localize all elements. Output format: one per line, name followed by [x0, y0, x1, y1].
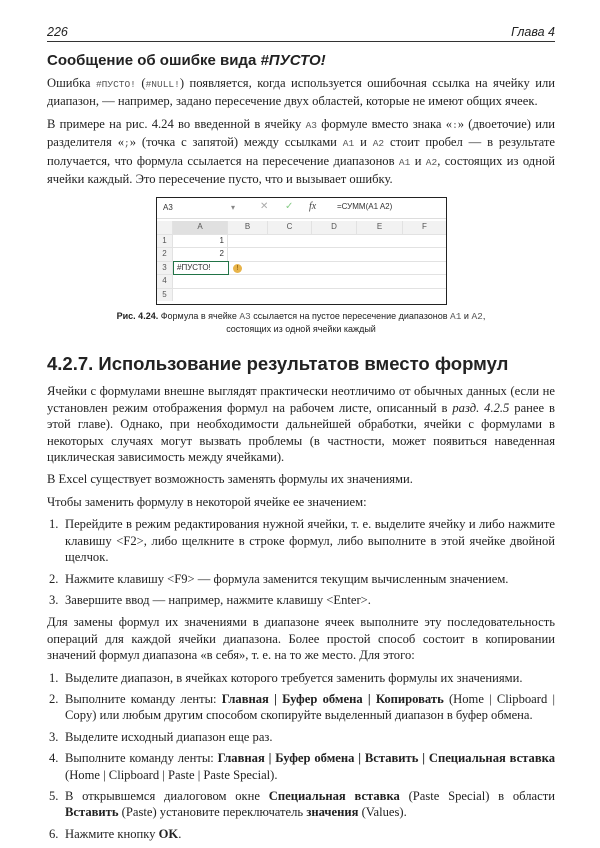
- list-item: [47, 788, 555, 821]
- paragraph: В Excel существует возможность заменять формулы их значениями.: [47, 472, 413, 487]
- text: Нажмите клавишу <F9> — формула заменится текущим вычисленным значением.: [65, 571, 509, 586]
- text: Ячейки с формулами внешне выглядят практически неотличимо от обычных данных (если не установлен режим отображения формул на рабочем листе, описанный в: [47, 384, 555, 415]
- table-row: [157, 248, 446, 262]
- row-header: 4: [157, 275, 173, 288]
- cell-a2: 2: [173, 248, 228, 261]
- page-number: 226: [47, 25, 68, 39]
- text: Завершите ввод — например, нажмите клавишу <Enter>.: [65, 592, 371, 607]
- ribbon-command: Главная | Буфер обмена | Вставить | Специальная вставка: [217, 751, 555, 766]
- spreadsheet-grid: [157, 221, 446, 304]
- code: A3: [239, 311, 251, 323]
- text: и: [410, 153, 426, 168]
- formula-text: =СУММ(A1 A2): [337, 202, 393, 212]
- formula-bar: [157, 198, 446, 219]
- text: Перейдите в режим редактирования нужной ячейки, т. е. выделите ячейку и либо нажмите клавишу <F2>, либо щелкните в строке формул, либо выполните в этой ячейке двойной щелчок.: [65, 517, 555, 565]
- table-row: [157, 262, 446, 276]
- code: :: [452, 119, 458, 131]
- text: ) появляется, когда используется ошибочная ссылка на ячейку или диапазон, — например, задано пересечение двух областей, которые не имеют общих ячеек.: [47, 76, 556, 109]
- text: и: [461, 311, 472, 322]
- numbered-list: [47, 670, 555, 843]
- list-item: [47, 826, 555, 842]
- column-header-row: [157, 221, 446, 235]
- text: (Paste Special) в области: [399, 788, 555, 803]
- code: #NULL!: [145, 79, 180, 90]
- table-row: [157, 235, 446, 249]
- text: и: [354, 135, 373, 150]
- section-heading: [47, 52, 555, 69]
- table-row: [157, 289, 446, 302]
- chapter-label: Глава 4: [511, 25, 555, 39]
- code: #ПУСТО!: [95, 79, 136, 90]
- option-name: значения: [306, 805, 359, 820]
- list-item: [47, 750, 555, 783]
- code: A2: [425, 156, 438, 168]
- text: (Paste) установите переключатель: [118, 805, 307, 820]
- section-title: 4.2.7. Использование результатов вместо формул: [47, 353, 509, 375]
- row-header: 1: [157, 235, 173, 248]
- text: (Home | Clipboard | Copy) или любым другим способом скопируйте выделенный диапазон в буфер обмена.: [65, 691, 555, 723]
- list-item: [47, 592, 555, 608]
- numbered-list: [47, 516, 555, 608]
- list-item: [47, 691, 555, 724]
- button-name: OK: [158, 826, 179, 841]
- column-header: A: [173, 221, 228, 234]
- excel-screenshot-figure: [156, 197, 447, 305]
- text: формуле вместо знака «: [316, 116, 453, 131]
- page-content: [47, 52, 555, 848]
- text: , состоящих из одной ячейки каждый. Это пересечение пусто, что и вызывает ошибку.: [47, 153, 555, 187]
- caption-label: Рис. 4.24.: [116, 311, 159, 322]
- fx-icon: fx: [309, 201, 317, 213]
- list-number: 4.: [49, 751, 59, 766]
- text: (: [135, 76, 146, 90]
- section-reference: разд. 4.2.5: [452, 400, 510, 415]
- text: ранее в этой главе). Однако, при необходимости дальнейшей обработки, ячейки с формулами в некоторых случаях могут вызвать проблемы (в частности, может появиться наведенная циклическая зависимость между ячейками).: [47, 400, 555, 465]
- dialog-name: Специальная вставка: [268, 788, 400, 803]
- list-number: 6.: [49, 826, 59, 841]
- heading-text: Сообщение об ошибке вида: [47, 52, 261, 69]
- text: Выполните команду ленты:: [65, 751, 218, 766]
- list-item: [47, 571, 555, 587]
- column-header: E: [357, 221, 403, 234]
- ribbon-command: Главная | Буфер обмена | Копировать: [221, 691, 444, 706]
- figure-caption: [47, 310, 555, 335]
- text: » (двоеточие) или разделителя «: [47, 116, 555, 150]
- text: Формула в ячейке: [158, 311, 240, 322]
- select-all-corner: [157, 221, 173, 234]
- paragraph: Чтобы заменить формулу в некоторой ячейке ее значением:: [47, 494, 367, 509]
- column-header: D: [312, 221, 357, 234]
- code: A2: [471, 311, 483, 323]
- text: ссылается на пустое пересечение диапазонов: [250, 311, 450, 322]
- list-number: 5.: [49, 788, 59, 803]
- cell-a3-selected: #ПУСТО!: [173, 261, 229, 275]
- area-name: Вставить: [65, 805, 119, 820]
- dropdown-icon: ▾: [231, 203, 236, 213]
- list-number: 3.: [49, 729, 59, 744]
- list-number: 1.: [49, 517, 59, 532]
- column-header: B: [228, 221, 268, 234]
- code: ;: [124, 138, 130, 150]
- column-header: F: [403, 221, 446, 234]
- row-header: 3: [157, 262, 173, 275]
- text: Выделите исходный диапазон еще раз.: [65, 729, 273, 744]
- name-box: [161, 202, 241, 214]
- paragraph: [47, 116, 555, 188]
- cancel-icon: ✕: [260, 201, 269, 213]
- list-item: [47, 516, 555, 565]
- list-item: [47, 670, 555, 686]
- text: В примере на рис. 4.24 во введенной в ячейку: [47, 116, 306, 131]
- paragraph: [47, 383, 555, 465]
- heading-code: #ПУСТО!: [260, 52, 326, 69]
- list-number: 2.: [49, 571, 59, 586]
- text: .: [178, 826, 182, 841]
- paragraph: [47, 75, 555, 110]
- list-number: 1.: [49, 670, 59, 685]
- text: (Values).: [358, 805, 407, 820]
- text: Нажмите кнопку: [65, 826, 159, 841]
- text: (Home | Clipboard | Paste | Paste Special).: [65, 767, 278, 782]
- row-header: 5: [157, 289, 173, 302]
- text: Выполните команду ленты:: [65, 691, 222, 706]
- paragraph: Для замены формул их значениями в диапазоне ячеек выполните эту последовательность операций для каждой ячейки диапазона. Более простой способ состоит в копировании значений формул диапазона «в себя», т. е. на то же место. Для этого:: [47, 615, 555, 663]
- code: A1: [398, 156, 411, 168]
- row-header: 2: [157, 248, 173, 261]
- cell-a1: 1: [173, 235, 228, 248]
- code: A3: [305, 119, 317, 131]
- code: A1: [450, 311, 462, 323]
- code: A1: [342, 138, 355, 150]
- column-header: C: [268, 221, 312, 234]
- list-number: 2.: [49, 691, 59, 706]
- text: состоящих из одной ячейки каждый: [226, 324, 376, 335]
- list-number: 3.: [49, 592, 59, 607]
- list-item: [47, 729, 555, 745]
- code: A2: [372, 138, 385, 150]
- name-box-value: A3: [163, 203, 173, 213]
- text: Ошибка: [47, 76, 96, 90]
- table-row: [157, 275, 446, 289]
- running-header: [47, 25, 555, 42]
- text: В открывшемся диалоговом окне: [65, 788, 269, 803]
- error-warning-icon: !: [233, 264, 242, 273]
- text: Выделите диапазон, в ячейках которого требуется заменить формулы их значениями.: [65, 670, 523, 685]
- enter-icon: ✓: [285, 201, 294, 213]
- text: » (точка с запятой) между ссылками: [129, 135, 343, 150]
- text: стоит пробел — в результате получается, что формула ссылается на пересечение диапазонов: [47, 135, 555, 168]
- text: ,: [482, 311, 486, 322]
